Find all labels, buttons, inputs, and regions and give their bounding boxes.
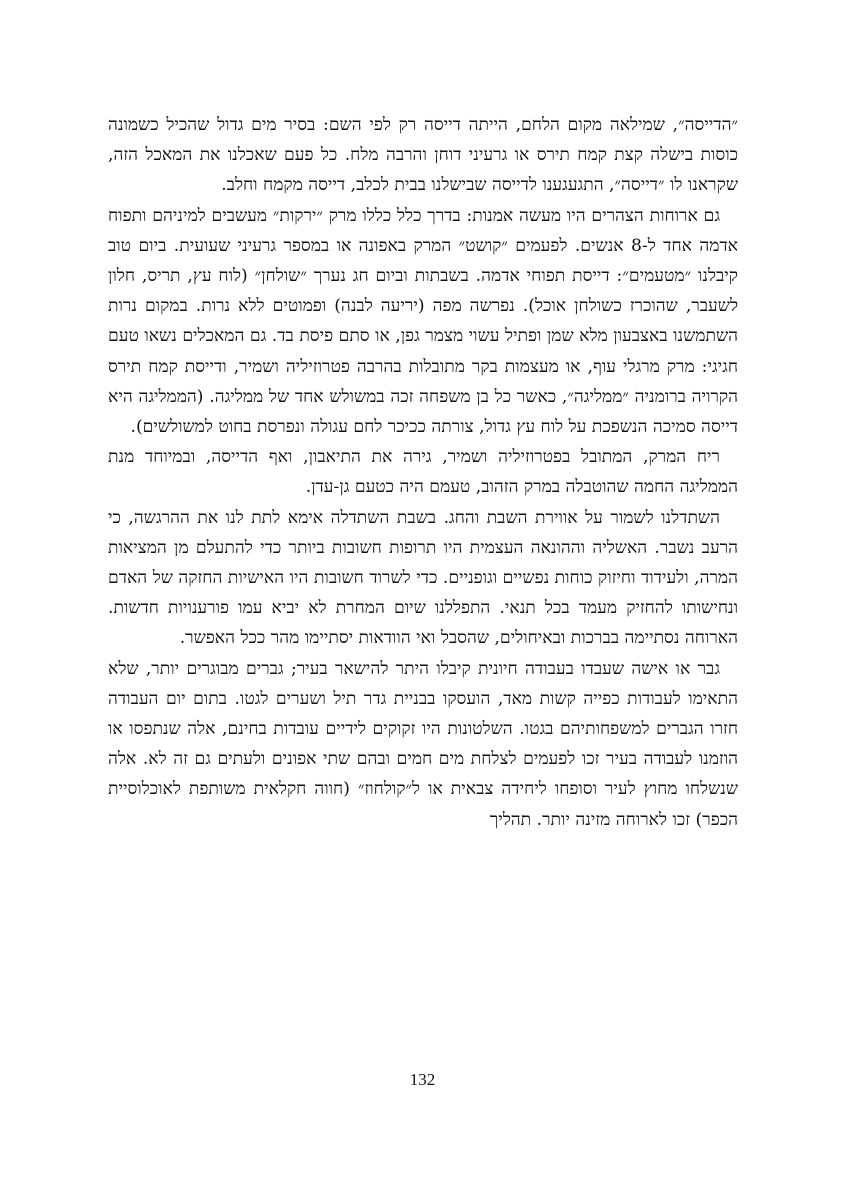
- paragraph-4: השתדלנו לשמור על אווירת השבת והחג. בשבת השתדלה אימא לתת לנו את ההרגשה, כי הרעב נשבר. האשליה וההונאה העצמית היו תרופות חשובות ביותר כדי להתעלם מן המציאות המרה, ולעידוד וחיזוק כוחות נפשיים וגופניים. כדי לשרוד חשובות היו האישיות החזקה של האדם ונחישותו להחזיק מעמד בכל תנאי. התפללנו שיום המחרת לא יביא עמו פורענויות חדשות. הארוחה נסתיימה בברכות ובאיחולים, שהסבל ואי הוודאות יסתיימו מהר ככל האפשר.: [108, 507, 738, 649]
- paragraph-5: גבר או אישה שעבדו בעבודה חיונית קיבלו היתר להישאר בעיר; גברים מבוגרים יותר, שלא התאימו לעבודות כפייה קשות מאד, הועסקו בבניית גדר תיל ושערים לגטו. בתום יום העבודה חזרו הגברים למשפחותיהם בגטו. השלטונות היו זקוקים לידיים עובדות בחינם, אלה שנתפסו או הוזמנו לעבודה בעיר זכו לפעמים לצלחת מים חמים ובהם שתי אפונים ולעתים גם זה לא. אלה שנשלחו מחוץ לעיר וסופחו ליחידה צבאית או ל״קולחוז״ (חווה חקלאית משותפת לאוכלוסיית הכפר) זכו לארוחה מזינה יותר. תהליך: [108, 658, 738, 830]
- paragraph-2: גם ארוחות הצהרים היו מעשה אמנות: בדרך כלל כללו מרק ״ירקות״ מעשבים למיניהם ותפוח אדמה אחד ל-8 אנשים. לפעמים ״קושט״ המרק באפונה או במספר גרעיני שעועית. ביום טוב קיבלנו ״מטעמים״: דייסת תפוחי אדמה. בשבתות וביום חג נערך ״שולחן״ (לוח עץ, תריס, חלון לשעבר, שהוכרז כשולחן אוכל). נפרשה מפה (יריעה לבנה) ופמוטים ללא נרות. במקום נרות השתמשנו באצבעון מלא שמן ופתיל עשוי מצמר גפן, או סתם פיסת בד. גם המאכלים נשאו טעם חגיגי: מרק מרגלי עוף, או מעצמות בקר מתובלות בהרבה פטרוזיליה ושמיר, ודייסת קמח תירס הקרויה ברומניה ״ממליגה״, כאשר כל בן משפחה זכה במשולש אחד של ממליגה. (הממליגה היא דייסה סמיכה הנשפכת על לוח עץ גדול, צורתה ככיכר לחם עגולה ונפרסת בחוט למשולשים).: [108, 205, 738, 438]
- paragraph-1: ״הדייסה״, שמילאה מקום הלחם, הייתה דייסה רק לפי השם: בסיר מים גדול שהכיל כשמונה כוסות בישלה קצת קמח תירס או גרעיני דוחן והרבה מלח. כל פעם שאכלנו את המאכל הזה, שקראנו לו ״דייסה״, התגעגענו לדייסה שבישלנו בבית לכלב, דייסה מקמח וחלב.: [108, 115, 738, 196]
- page-number: 132: [409, 1070, 436, 1089]
- page-body: [108, 110, 738, 835]
- paragraph-3: ריח המרק, המתובל בפטרוזיליה ושמיר, גירה את התיאבון, ואף הדייסה, ובמיוחד מנת הממליגה החמה שהוטבלה במרק הזהוב, טעמם היה כטעם גן-עדן.: [108, 447, 738, 498]
